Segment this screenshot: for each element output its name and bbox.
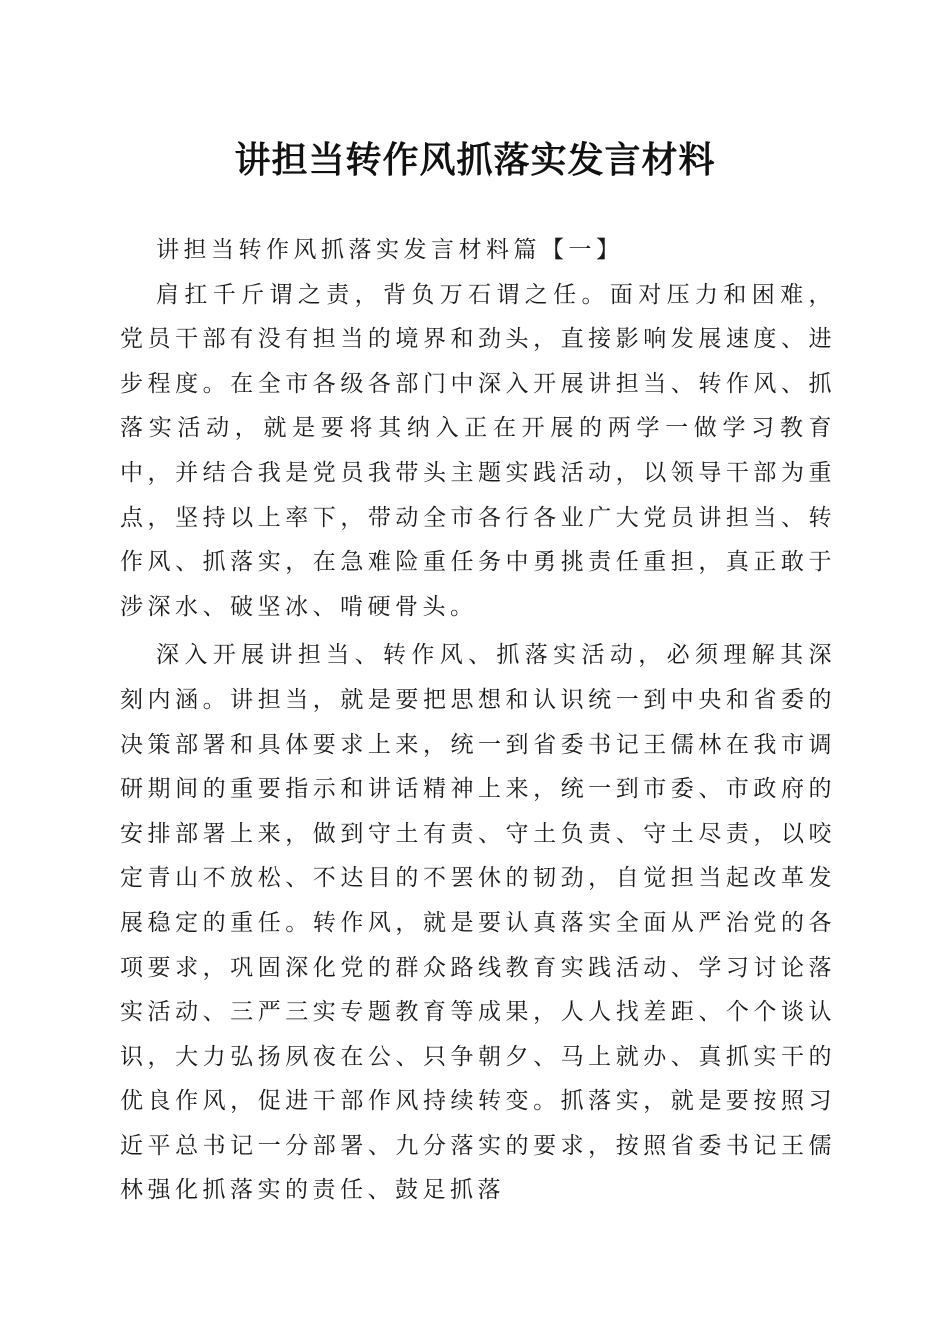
section-heading: 讲担当转作风抓落实发言材料篇【一】: [156, 237, 624, 263]
paragraph-2: 深入开展讲担当、转作风、抓落实活动，必须理解其深刻内涵。讲担当，就是要把思想和认识统一到中央和省委的决策部署和具体要求上来，统一到省委书记王儒林在我市调研期间的重要指示和讲话精神上来，统一到市委、市政府的安排部署上来，做到守土有责、守土负责、守土尽责，以咬定青山不放松、不达目的不罢休的韧劲，自觉担当起改革发展稳定的重任。转作风，就是要认真落实全面从严治党的各项要求，巩固深化党的群众路线教育实践活动、学习讨论落实活动、三严三实专题教育等成果，人人找差距、个个谈认识，大力弘扬夙夜在公、只争朝夕、马上就办、真抓实干的优良作风，促进干部作风持续转变。抓落实，就是要按照习近平总书记一分部署、九分落实的要求，按照省委书记王儒林强化抓落实的责任、鼓足抓落: [120, 642, 836, 1204]
document-body: [120, 228, 836, 1213]
paragraph-1: 肩扛千斤谓之责，背负万石谓之任。面对压力和困难，党员干部有没有担当的境界和劲头，直接影响发展速度、进步程度。在全市各级各部门中深入开展讲担当、转作风、抓落实活动，就是要将其纳入正在开展的两学一做学习教育中，并结合我是党员我带头主题实践活动，以领导干部为重点，坚持以上率下，带动全市各行各业广大党员讲担当、转作风、抓落实，在急难险重任务中勇挑责任重担，真正敢于涉深水、破坚冰、啃硬骨头。: [120, 281, 836, 620]
document-title: 讲担当转作风抓落实发言材料: [234, 139, 716, 181]
